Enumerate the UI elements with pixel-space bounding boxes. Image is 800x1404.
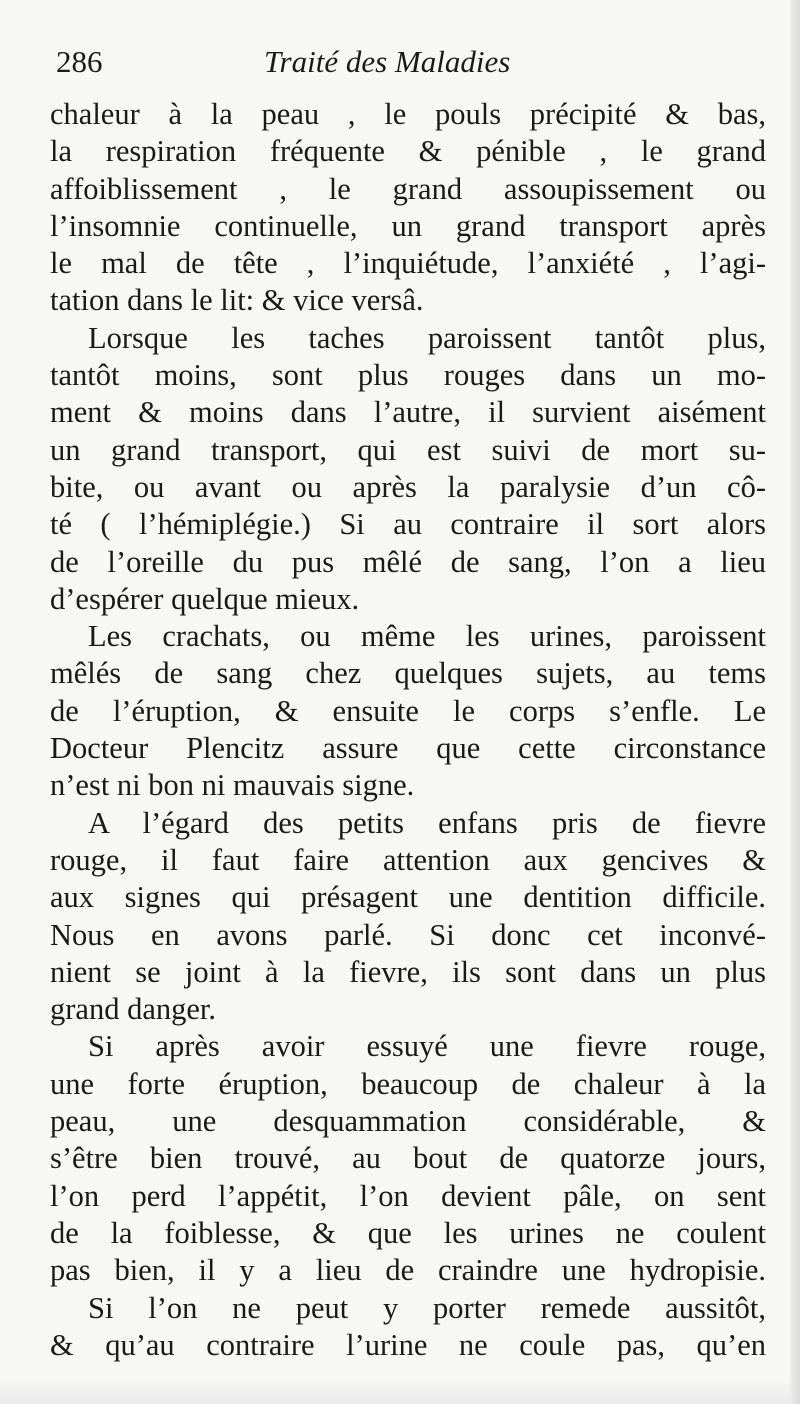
text-line: A l’égard des petits enfans pris de fievre bbox=[88, 805, 766, 840]
text-line: de l’oreille du pus mêlé de sang, l’on a lieu bbox=[50, 544, 766, 579]
text-line: chaleur à la peau , le pouls précipité & bas, bbox=[50, 97, 766, 131]
text-line: de la foiblesse, & que les urines ne coulent bbox=[50, 1215, 766, 1250]
text-body bbox=[50, 96, 766, 1364]
text-line: pas bien, il y a lieu de craindre une hydropisie. bbox=[50, 1253, 766, 1288]
text-line: Lorsque les taches paroissent tantôt plus, bbox=[88, 320, 766, 355]
text-line: aux signes qui présagent une dentition difficile. bbox=[50, 880, 766, 915]
text-line: & qu’au contraire l’urine ne coule pas, qu’en bbox=[50, 1327, 766, 1362]
text-line: mêlés de sang chez quelques sujets, au tems bbox=[50, 656, 766, 691]
text-line: tation dans le lit: & vice versâ. bbox=[50, 283, 424, 318]
text-line: le mal de tête , l’inquiétude, l’anxiété , l’agi- bbox=[50, 246, 766, 281]
text-line: Si après avoir essuyé une fievre rouge, bbox=[88, 1029, 766, 1064]
page-number: 286 bbox=[56, 44, 103, 79]
text-line: d’espérer quelque mieux. bbox=[50, 581, 360, 616]
running-head bbox=[50, 34, 766, 90]
text-line: Nous en avons parlé. Si donc cet inconvé- bbox=[50, 917, 766, 952]
text-line: nient se joint à la fievre, ils sont dans un plus bbox=[50, 954, 766, 989]
text-line: bite, ou avant ou après la paralysie d’un cô- bbox=[50, 469, 766, 504]
text-line: l’insomnie continuelle, un grand transport après bbox=[50, 208, 766, 243]
running-title: Traité des Maladies bbox=[264, 44, 511, 79]
text-line: de l’éruption, & ensuite le corps s’enfle. Le bbox=[50, 693, 766, 728]
text-line: té ( l’hémiplégie.) Si au contraire il sort alors bbox=[50, 507, 766, 542]
page-edge-shadow bbox=[0, 1380, 800, 1404]
text-line: une forte éruption, beaucoup de chaleur à la bbox=[50, 1066, 766, 1101]
text-line: l’on perd l’appétit, l’on devient pâle, on sent bbox=[50, 1178, 766, 1213]
text-line: affoiblissement , le grand assoupissement ou bbox=[50, 171, 766, 206]
text-line: tantôt moins, sont plus rouges dans un mo- bbox=[50, 358, 766, 393]
text-line: Si l’on ne peut y porter remede aussitôt, bbox=[88, 1290, 766, 1325]
text-line: peau, une desquammation considérable, & bbox=[50, 1104, 766, 1139]
text-line: Les crachats, ou même les urines, paroissent bbox=[88, 619, 766, 654]
text-line: la respiration fréquente & pénible , le grand bbox=[50, 134, 766, 169]
text-line: s’être bien trouvé, au bout de quatorze jours, bbox=[50, 1141, 766, 1176]
text-line: grand danger. bbox=[50, 992, 216, 1027]
text-line: rouge, il faut faire attention aux gencives & bbox=[50, 842, 766, 877]
text-line: n’est ni bon ni mauvais signe. bbox=[50, 768, 415, 803]
text-line: Docteur Plencitz assure que cette circonstance bbox=[50, 731, 766, 766]
text-line: un grand transport, qui est suivi de mort su- bbox=[50, 432, 766, 467]
text-line: ment & moins dans l’autre, il survient aisément bbox=[50, 395, 766, 430]
